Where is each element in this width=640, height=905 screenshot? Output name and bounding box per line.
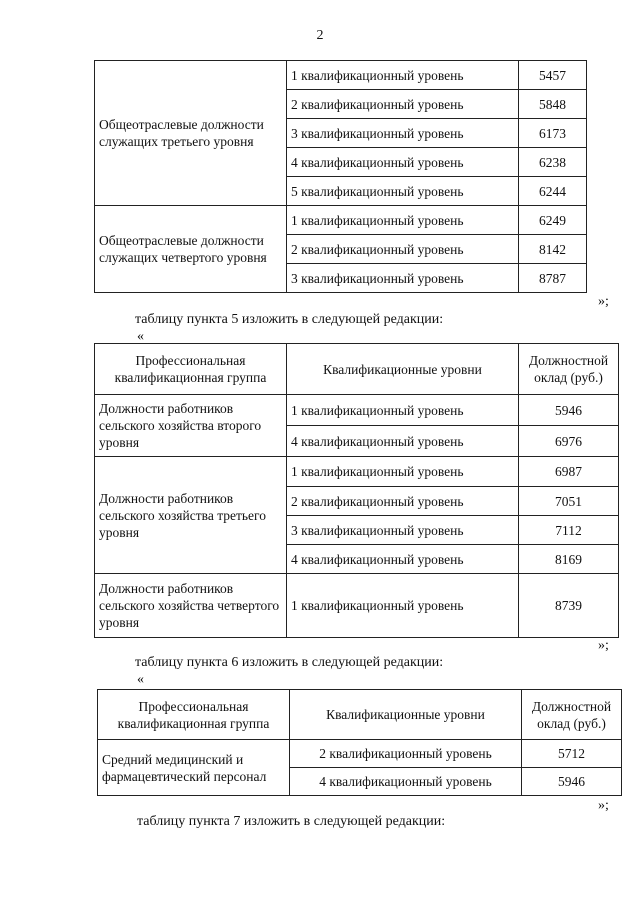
salary-cell: 6238 — [519, 148, 587, 177]
level-cell: 3 квалификационный уровень — [287, 264, 519, 293]
salary-cell: 7051 — [519, 487, 619, 516]
salary-table-3 — [97, 689, 622, 796]
salary-cell: 5712 — [522, 740, 622, 768]
salary-cell: 8739 — [519, 574, 619, 638]
level-cell: 1 квалификационный уровень — [287, 206, 519, 235]
salary-cell: 6976 — [519, 426, 619, 457]
group-name: Общеотраслевые должности служащих третьего уровня — [95, 61, 287, 206]
salary-cell: 8787 — [519, 264, 587, 293]
salary-cell: 8169 — [519, 545, 619, 574]
level-cell: 2 квалификационный уровень — [290, 740, 522, 768]
salary-table-2 — [94, 343, 619, 638]
level-cell: 5 квалификационный уровень — [287, 177, 519, 206]
salary-cell: 5946 — [522, 768, 622, 796]
instruction-paragraph-7: таблицу пункта 7 изложить в следующей редакции: — [137, 814, 446, 829]
salary-cell: 6249 — [519, 206, 587, 235]
group-name: Должности работников сельского хозяйства второго уровня — [95, 395, 287, 457]
salary-cell: 6244 — [519, 177, 587, 206]
instruction-paragraph-6: таблицу пункта 6 изложить в следующей редакции: — [135, 655, 444, 670]
group-name: Общеотраслевые должности служащих четвертого уровня — [95, 206, 287, 293]
header-group: Профессиональная квалификационная группа — [95, 344, 287, 395]
level-cell: 4 квалификационный уровень — [290, 768, 522, 796]
level-cell: 4 квалификационный уровень — [287, 426, 519, 457]
group-name: Должности работников сельского хозяйства третьего уровня — [95, 457, 287, 574]
group-name: Должности работников сельского хозяйства четвертого уровня — [95, 574, 287, 638]
header-group: Профессиональная квалификационная группа — [98, 690, 290, 740]
opening-quote: « — [137, 672, 144, 687]
level-cell: 1 квалификационный уровень — [287, 457, 519, 487]
level-cell: 2 квалификационный уровень — [287, 487, 519, 516]
level-cell: 1 квалификационный уровень — [287, 395, 519, 426]
salary-cell: 6173 — [519, 119, 587, 148]
level-cell: 3 квалификационный уровень — [287, 119, 519, 148]
level-cell: 4 квалификационный уровень — [287, 148, 519, 177]
salary-cell: 5457 — [519, 61, 587, 90]
salary-cell: 7112 — [519, 516, 619, 545]
level-cell: 3 квалификационный уровень — [287, 516, 519, 545]
salary-cell: 5946 — [519, 395, 619, 426]
salary-table-1 — [94, 60, 587, 293]
level-cell: 1 квалификационный уровень — [287, 61, 519, 90]
closing-quote: »; — [598, 294, 609, 309]
page-number: 2 — [316, 28, 324, 43]
level-cell: 2 квалификационный уровень — [287, 90, 519, 119]
level-cell: 4 квалификационный уровень — [287, 545, 519, 574]
header-levels: Квалификационные уровни — [287, 344, 519, 395]
level-cell: 2 квалификационный уровень — [287, 235, 519, 264]
salary-cell: 5848 — [519, 90, 587, 119]
header-salary: Должностной оклад (руб.) — [519, 344, 619, 395]
salary-cell: 6987 — [519, 457, 619, 487]
salary-cell: 8142 — [519, 235, 587, 264]
opening-quote: « — [137, 329, 144, 344]
instruction-paragraph-5: таблицу пункта 5 изложить в следующей редакции: — [135, 312, 444, 327]
closing-quote: »; — [598, 638, 609, 653]
group-name: Средний медицинский и фармацевтический персонал — [98, 740, 290, 796]
level-cell: 1 квалификационный уровень — [287, 574, 519, 638]
header-salary: Должностной оклад (руб.) — [522, 690, 622, 740]
closing-quote: »; — [598, 798, 609, 813]
header-levels: Квалификационные уровни — [290, 690, 522, 740]
